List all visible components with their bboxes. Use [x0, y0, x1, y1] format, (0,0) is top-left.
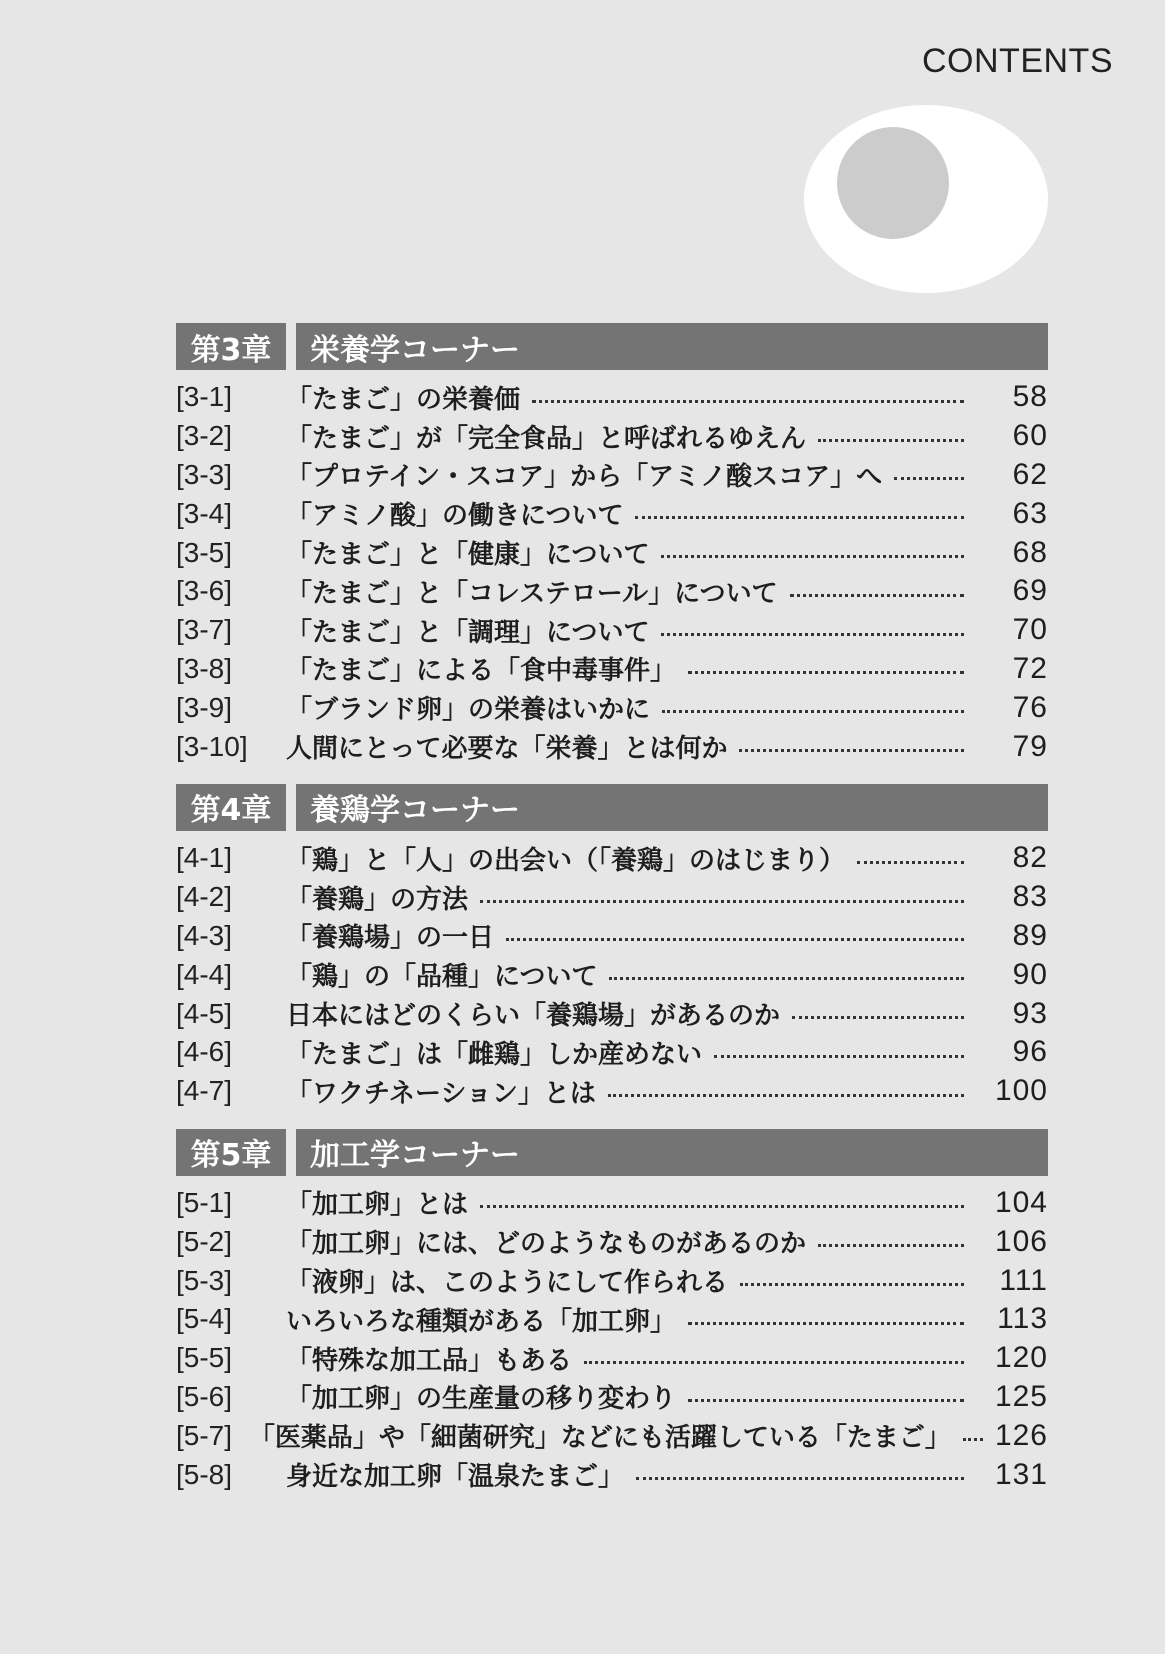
dot-leader	[636, 1477, 964, 1480]
entry-number: [5-1]	[176, 1186, 233, 1218]
dot-leader	[661, 555, 964, 558]
dot-leader	[792, 1016, 964, 1019]
entry-number: [3-7]	[176, 614, 233, 646]
entry-title: 身近な加工卵「温泉たまご」	[286, 1462, 625, 1493]
entry-number: [5-7]	[176, 1419, 233, 1451]
dot-leader	[662, 710, 964, 713]
entry-title: 「特殊な加工品」もある	[286, 1345, 573, 1376]
toc-entry	[176, 611, 1048, 650]
entry-page-number: 58	[1012, 380, 1048, 414]
entry-page-number: 70	[1012, 613, 1048, 647]
entry-number: [3-8]	[176, 652, 233, 684]
dot-leader	[688, 1322, 964, 1325]
entry-number: [5-6]	[176, 1380, 233, 1412]
toc-entry	[176, 650, 1048, 689]
chapter-number: 第5章	[176, 1129, 286, 1176]
dot-leader	[688, 1399, 964, 1402]
entry-title: 「たまご」が「完全食品」と呼ばれるゆえん	[286, 423, 807, 454]
entry-title: 「たまご」と「健康」について	[286, 540, 650, 571]
entry-page-number: 100	[994, 1074, 1048, 1108]
entry-page-number: 120	[994, 1341, 1048, 1375]
entry-title: 「ワクチネーション」とは	[286, 1078, 596, 1109]
entry-number: [3-3]	[176, 458, 233, 490]
entry-page-number: 89	[1012, 918, 1048, 952]
chapter-header	[176, 784, 1048, 831]
entry-number: [3-1]	[176, 381, 233, 413]
entry-page-number: 96	[1012, 1035, 1048, 1069]
toc-entry	[176, 1184, 1048, 1223]
entry-page-number: 69	[1012, 574, 1048, 608]
entry-number: [3-10]	[176, 730, 248, 762]
toc-entry	[176, 417, 1048, 456]
entry-title: 「鶏」の「品種」について	[286, 962, 598, 993]
entry-page-number: 72	[1012, 651, 1048, 685]
dot-leader	[740, 1283, 964, 1286]
entry-title: 「加工卵」には、どのようなものがあるのか	[286, 1229, 807, 1260]
dot-leader	[688, 671, 964, 674]
entry-title: 「たまご」による「食中毒事件」	[286, 656, 677, 687]
chapter-header	[176, 1129, 1048, 1176]
chapter-section	[176, 1129, 1048, 1494]
dot-leader	[608, 1094, 964, 1097]
entry-title: 人間にとって必要な「栄養」とは何か	[286, 734, 728, 765]
entry-number: [5-4]	[176, 1303, 233, 1335]
entry-number: [3-6]	[176, 575, 233, 607]
toc-entry	[176, 572, 1048, 611]
entry-title: 「加工卵」とは	[286, 1190, 469, 1221]
entry-title: 「養鶏」の方法	[286, 884, 469, 915]
toc-entry	[176, 1033, 1048, 1072]
chapter-section	[176, 323, 1048, 766]
toc-entry	[176, 1339, 1048, 1378]
entry-number: [4-5]	[176, 997, 233, 1029]
entry-title: いろいろな種類がある「加工卵」	[286, 1306, 677, 1337]
toc-entry	[176, 917, 1048, 956]
entry-title: 「アミノ酸」の働きについて	[286, 501, 624, 532]
dot-leader	[480, 1205, 964, 1208]
entry-page-number: 76	[1012, 690, 1048, 724]
dot-leader	[532, 400, 964, 403]
entry-number: [4-2]	[176, 881, 233, 913]
toc-entry	[176, 494, 1048, 533]
entry-page-number: 93	[1012, 996, 1048, 1030]
entry-page-number: 60	[1012, 419, 1048, 453]
entry-number: [4-7]	[176, 1075, 233, 1107]
entry-number: [3-5]	[176, 536, 233, 568]
entry-number: [4-6]	[176, 1036, 233, 1068]
chapter-number: 第4章	[176, 784, 286, 831]
toc-entry	[176, 955, 1048, 994]
entry-number: [4-3]	[176, 919, 233, 951]
entry-title: 「たまご」は「雌鶏」しか産めない	[286, 1039, 703, 1070]
entry-number: [5-5]	[176, 1342, 233, 1374]
entry-page-number: 62	[1012, 457, 1048, 491]
dot-leader	[661, 633, 964, 636]
entry-page-number: 83	[1012, 880, 1048, 914]
toc-entry	[176, 994, 1048, 1033]
entry-title: 「医薬品」や「細菌研究」などにも活躍している「たまご」	[248, 1423, 951, 1454]
dot-leader	[857, 861, 964, 864]
entry-title: 「たまご」と「コレステロール」について	[286, 578, 778, 609]
entry-number: [5-3]	[176, 1264, 233, 1296]
dot-leader	[963, 1438, 983, 1441]
toc-entry	[176, 688, 1048, 727]
entry-title: 「ブランド卵」の栄養はいかに	[286, 695, 651, 726]
entry-page-number: 82	[1012, 841, 1048, 875]
entry-title: 「たまご」の栄養価	[286, 384, 521, 415]
toc-entry	[176, 1222, 1048, 1261]
entry-number: [3-4]	[176, 497, 233, 529]
entry-page-number: 125	[994, 1379, 1048, 1413]
chapter-title: 栄養学コーナー	[296, 323, 1048, 370]
toc-entry	[176, 727, 1048, 766]
entry-page-number: 106	[994, 1224, 1048, 1258]
entry-page-number: 126	[994, 1418, 1048, 1452]
dot-leader	[894, 477, 964, 480]
entry-page-number: 79	[1012, 729, 1048, 763]
toc-entry	[176, 1416, 1048, 1455]
entry-title: 「たまご」と「調理」について	[286, 617, 650, 648]
entry-page-number: 113	[997, 1302, 1048, 1336]
entry-title: 「液卵」は、このようにして作られる	[286, 1268, 729, 1299]
dot-leader	[739, 749, 964, 752]
dot-leader	[635, 516, 964, 519]
toc-entry	[176, 1072, 1048, 1111]
chapter-section	[176, 784, 1048, 1111]
entry-page-number: 90	[1012, 957, 1048, 991]
chapter-header	[176, 323, 1048, 370]
chapter-number: 第3章	[176, 323, 286, 370]
dot-leader	[480, 900, 964, 903]
entry-number: [3-2]	[176, 420, 233, 452]
dot-leader	[818, 1244, 964, 1247]
dot-leader	[609, 977, 964, 980]
dot-leader	[584, 1361, 964, 1364]
entry-number: [4-4]	[176, 958, 233, 990]
entry-title: 「鶏」と「人」の出会い（「養鶏」のはじまり）	[286, 845, 846, 876]
chapter-title: 加工学コーナー	[296, 1129, 1048, 1176]
toc-entry	[176, 378, 1048, 417]
entry-page-number: 111	[999, 1263, 1048, 1297]
entry-page-number: 131	[994, 1457, 1048, 1491]
toc-entry	[176, 839, 1048, 878]
egg-yolk-shape	[837, 127, 949, 239]
toc-entry	[176, 878, 1048, 917]
toc-entry	[176, 456, 1048, 495]
dot-leader	[818, 439, 964, 442]
entry-title: 日本にはどのくらい「養鶏場」があるのか	[286, 1001, 781, 1032]
entry-page-number: 68	[1012, 535, 1048, 569]
dot-leader	[790, 594, 964, 597]
entry-title: 「養鶏場」の一日	[286, 923, 495, 954]
toc-entry	[176, 1378, 1048, 1417]
table-of-contents	[176, 323, 1048, 1512]
entry-number: [5-2]	[176, 1225, 233, 1257]
chapter-title: 養鶏学コーナー	[296, 784, 1048, 831]
toc-entry	[176, 1455, 1048, 1494]
entry-title: 「プロテイン・スコア」から「アミノ酸スコア」へ	[286, 462, 883, 493]
entry-page-number: 63	[1012, 496, 1048, 530]
entry-number: [4-1]	[176, 842, 233, 874]
toc-entry	[176, 533, 1048, 572]
egg-illustration	[803, 104, 1049, 294]
contents-heading: CONTENTS	[922, 42, 1113, 80]
entry-title: 「加工卵」の生産量の移り変わり	[286, 1384, 677, 1415]
entry-number: [3-9]	[176, 691, 233, 723]
entry-page-number: 104	[994, 1185, 1048, 1219]
entry-number: [5-8]	[176, 1458, 233, 1490]
toc-entry	[176, 1300, 1048, 1339]
dot-leader	[714, 1055, 964, 1058]
toc-entry	[176, 1261, 1048, 1300]
dot-leader	[506, 938, 964, 941]
